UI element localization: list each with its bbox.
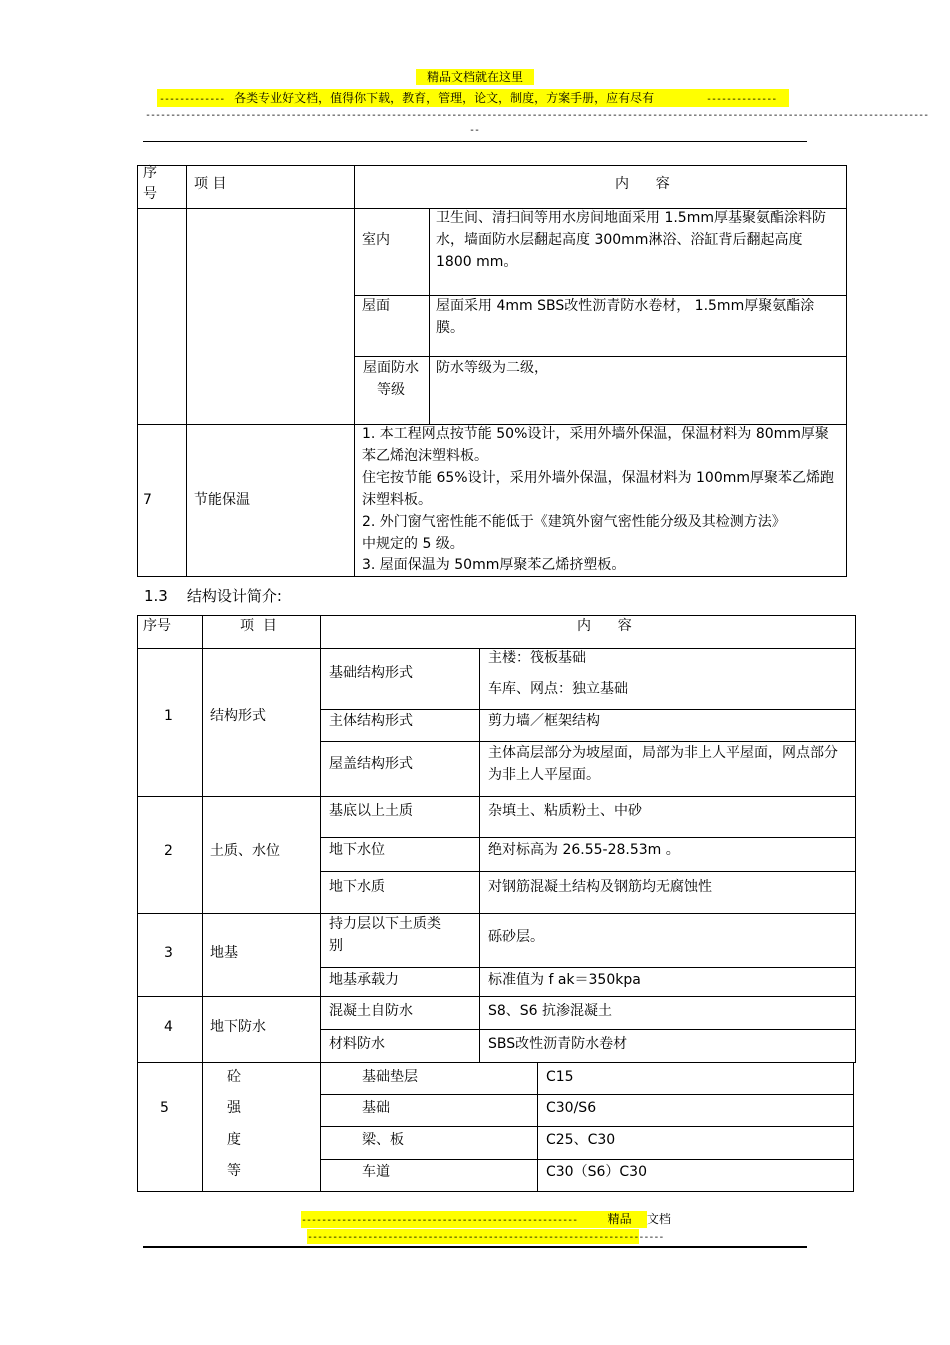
t2-g1-r1-label: 基础结构形式	[329, 665, 413, 681]
t2-g5-r3-label: 梁、板	[362, 1132, 404, 1148]
t2-g2-no: 2	[164, 843, 173, 859]
t2-line	[537, 1062, 538, 1191]
t2-head-item: 项 目	[240, 618, 277, 634]
t1-head-item: 项 目	[194, 176, 227, 192]
footer-rule	[143, 1246, 807, 1248]
t2-g5-r3-value: C25、C30	[546, 1132, 616, 1148]
t1-text-indoor: 卫生间、清扫间等用水房间地面采用 1.5mm厚基聚氨酯涂料防水，墙面防水层翻起高度 300mm淋浴、浴缸背后翻起高度 1800 mm。	[436, 210, 826, 270]
t1-sub-indoor: 室内	[362, 232, 390, 248]
t1-energy-line-2: 住宅按节能 65%设计，采用外墙外保温，保温材料为 100mm厚聚苯乙烯跑沫塑料板。	[362, 470, 835, 508]
t1-line	[137, 165, 138, 577]
t2-g3-item: 地基	[210, 945, 238, 961]
t2-g2-r1-label: 基底以上土质	[329, 803, 413, 819]
t2-g1-r2-value: 剪力墙／框架结构	[488, 713, 600, 729]
t1-line	[137, 576, 847, 577]
footer-dashes-1: -------------------------------------------------------	[301, 1215, 578, 1226]
t1-line	[354, 356, 847, 357]
t2-g5-item-char-3: 度	[227, 1132, 241, 1148]
t2-g1-r2-label: 主体结构形式	[329, 713, 413, 729]
t2-g2-r3-label: 地下水质	[329, 879, 385, 895]
t2-g4-r1-label: 混凝土自防水	[329, 1003, 413, 1019]
t1-line	[429, 208, 430, 424]
t2-line	[853, 1062, 854, 1192]
header-subtitle-bar	[157, 89, 789, 107]
t2-g2-item: 土质、水位	[210, 843, 280, 859]
t2-g1-r3-value: 主体高层部分为坡屋面，局部为非上人平屋面，网点部分为非上人平屋面。	[488, 745, 838, 783]
t2-line	[137, 796, 856, 797]
footer-line-1	[301, 1211, 671, 1228]
t2-g1-r3-label: 屋盖结构形式	[329, 756, 413, 772]
header-dash-line: ------------------------------------------------------------------------------------------------------------------------------------------------------------	[145, 110, 929, 121]
t2-line	[320, 1126, 854, 1127]
t1-text-roof-grade: 防水等级为二级，	[436, 360, 548, 376]
t1-energy-line-1: 1. 本工程网点按节能 50%设计，采用外墙外保温，保温材料为 80mm厚聚苯乙烯泡沫塑料板。	[362, 426, 829, 464]
t2-line	[320, 837, 856, 838]
t2-line	[137, 1062, 856, 1063]
t1-energy-line-3: 2. 外门窗气密性能不能低于《建筑外窗气密性能分级及其检测方法》中规定的 5 级。	[362, 514, 786, 552]
t2-g4-item: 地下防水	[210, 1019, 266, 1035]
t1-line	[354, 165, 355, 577]
t2-g5-r4-label: 车道	[362, 1164, 390, 1180]
t2-g3-no: 3	[164, 945, 173, 961]
t2-line	[320, 1029, 856, 1030]
t2-g3-r2-value: 标准值为 f ak＝350kpa	[488, 972, 641, 988]
t2-line	[202, 615, 203, 1191]
t2-g4-r1-value: S8、S6 抗渗混凝土	[488, 1003, 613, 1019]
t2-g1-no: 1	[164, 708, 173, 724]
t1-line	[186, 165, 187, 577]
t2-g2-r2-value: 绝对标高为 26.55-28.53m 。	[488, 842, 680, 858]
t2-head-no: 序号	[143, 618, 171, 634]
t1-line	[846, 165, 847, 577]
t2-g4-r2-value: SBS改性沥青防水卷材	[488, 1036, 628, 1052]
t1-energy-no: 7	[143, 492, 152, 508]
t2-g3-r1-value: 砾砂层。	[488, 929, 544, 945]
t1-energy-item: 节能保温	[194, 492, 250, 508]
t2-line	[320, 1094, 854, 1095]
t2-g1-item: 结构形式	[210, 708, 266, 724]
t2-g3-r2-label: 地基承载力	[329, 972, 399, 988]
t2-g2-r3-value: 对钢筋混凝土结构及钢筋均无腐蚀性	[488, 879, 712, 895]
header-dashes-right: --------------	[705, 94, 777, 105]
t2-g5-r4-value: C30（S6）C30	[546, 1164, 647, 1180]
t2-g2-r1-value: 杂填土、粘质粉土、中砂	[488, 803, 642, 819]
t2-line	[855, 615, 856, 1062]
t1-line	[137, 165, 847, 166]
t1-head-no: 序号	[143, 165, 157, 202]
t2-g5-r1-label: 基础垫层	[362, 1069, 418, 1085]
t2-g5-item-char-4: 等	[227, 1163, 241, 1179]
t2-line	[137, 1191, 854, 1192]
header-dash-tail: --	[469, 125, 480, 136]
t2-g4-no: 4	[164, 1019, 173, 1035]
t1-energy-line-4: 3. 屋面保温为 50mm厚聚苯乙烯挤塑板。	[362, 557, 626, 573]
t1-sub-roof-grade: 屋面防水等级	[363, 360, 419, 398]
header-rule	[143, 141, 807, 142]
t2-g3-r1-label: 持力层以下土质类别	[329, 916, 441, 954]
t2-g4-r2-label: 材料防水	[329, 1036, 385, 1052]
header-dashes-left: -------------	[159, 94, 225, 105]
t1-head-content: 内 容	[615, 176, 670, 192]
header-subtitle: 各类专业好文档，值得你下载，教育，管理，论文，制度，方案手册，应有尽有	[234, 91, 655, 105]
t2-line	[320, 1159, 854, 1160]
t2-g5-r1-value: C15	[546, 1069, 574, 1085]
t2-line	[320, 871, 856, 872]
footer-text: 精品 文档	[607, 1212, 671, 1226]
t2-head-content: 内 容	[577, 618, 632, 634]
footer-line-2	[307, 1229, 664, 1244]
t2-line	[320, 967, 856, 968]
t2-g2-r2-label: 地下水位	[329, 842, 385, 858]
t1-text-roof: 屋面采用 4mm SBS改性沥青防水卷材， 1.5mm厚聚氨酯涂膜。	[436, 298, 815, 336]
header-title: 精品文档就在这里	[416, 69, 534, 85]
t2-line	[320, 615, 321, 1191]
footer-dashes-2: -----------------------------------------------------------------------	[307, 1232, 664, 1243]
t1-sub-roof: 屋面	[362, 298, 390, 314]
t2-g5-r2-label: 基础	[362, 1100, 390, 1116]
t2-g5-r2-value: C30/S6	[546, 1100, 597, 1116]
t2-g5-item-char-1: 砼	[227, 1069, 241, 1085]
section-title: 1.3 结构设计简介:	[144, 587, 282, 605]
t2-line	[479, 648, 480, 1062]
t2-line	[137, 913, 856, 914]
t2-g5-item-char-2: 强	[227, 1100, 241, 1116]
t2-line	[137, 996, 856, 997]
t2-g5-no: 5	[160, 1100, 169, 1116]
t2-line	[137, 615, 138, 1191]
t2-g1-r1-value-1: 主楼：筏板基础	[488, 650, 586, 666]
t2-g1-r1-value-2: 车库、网点：独立基础	[488, 681, 628, 697]
